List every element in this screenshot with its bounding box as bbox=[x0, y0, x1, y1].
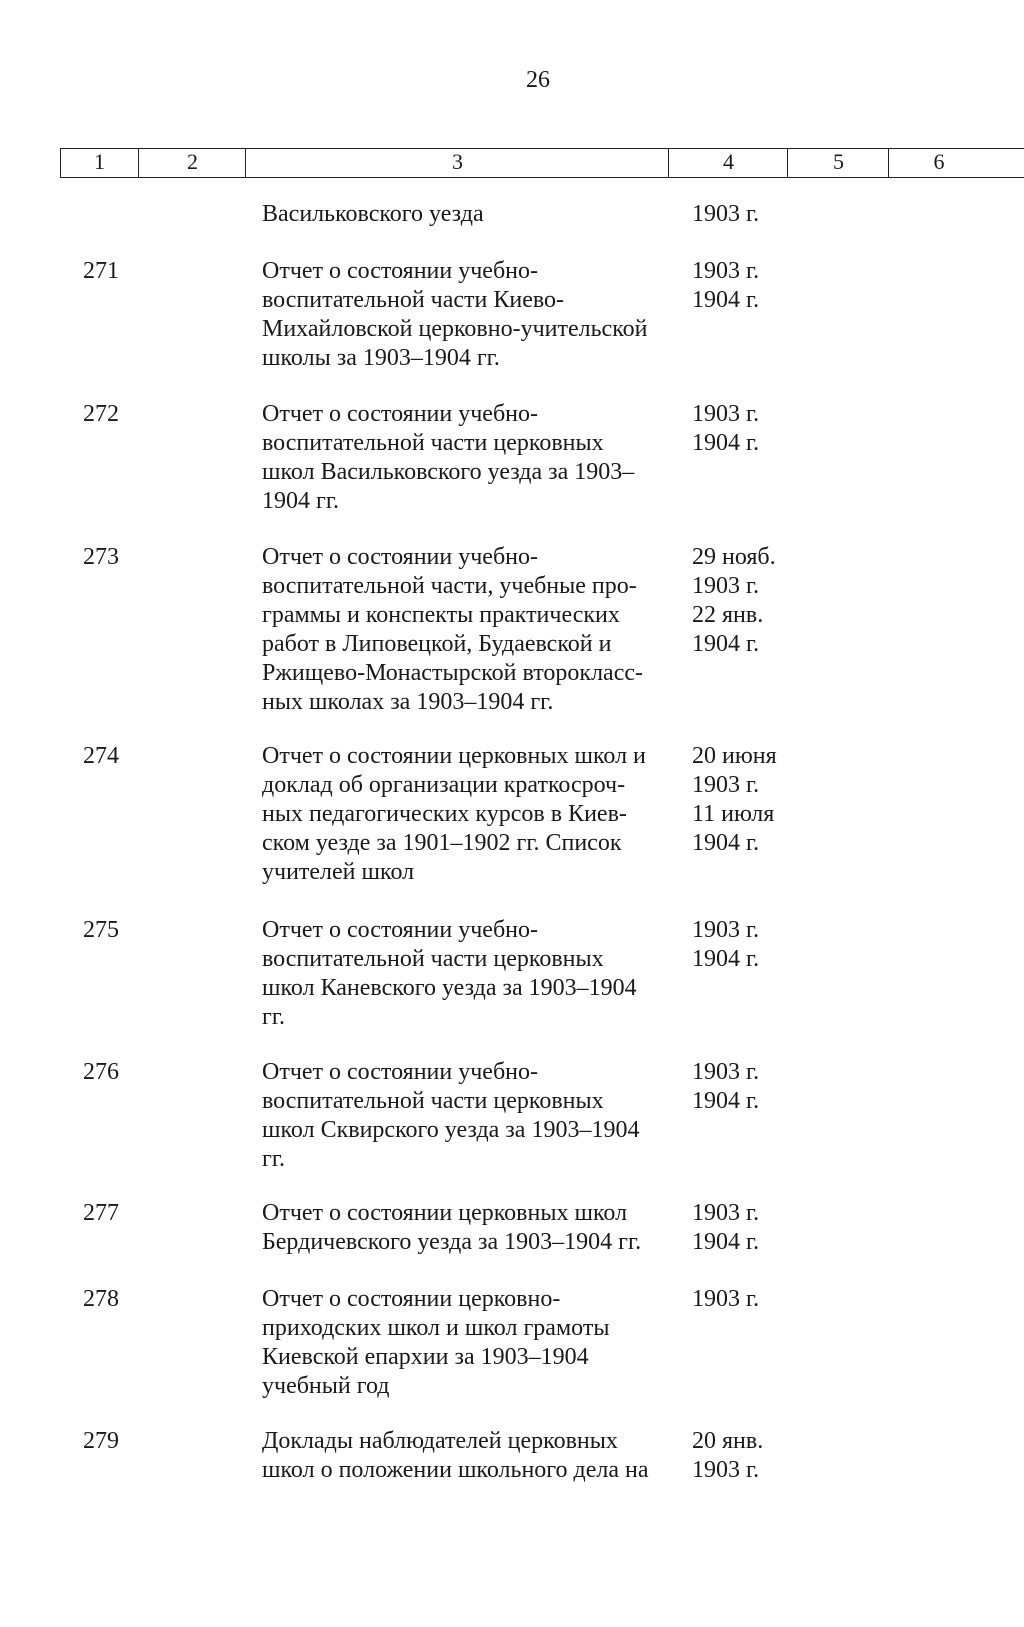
header-col-4: 4 bbox=[668, 149, 788, 177]
row-title: Отчет о состоянии учебно- воспитательной части, учебные про- граммы и конспекты практических работ в Липовецкой, Будаевской и Ржищево-Монастырской второкласс- ных школах за 1903–1904 гг. bbox=[262, 544, 643, 715]
row-date: 29 нояб. 1903 г. 22 янв. 1904 г. bbox=[692, 544, 776, 657]
row-number: 271 bbox=[83, 258, 119, 284]
row-date: 20 июня 1903 г. 11 июля 1904 г. bbox=[692, 743, 777, 856]
header-col-5: 5 bbox=[787, 149, 889, 177]
row-title: Отчет о состоянии учебно- воспитательной части церковных школ Васильковского уезда за 1903– 1904 гг. bbox=[262, 401, 635, 514]
row-title: Отчет о состоянии учебно- воспитательной части Киево- Михайловской церковно-учительской школы за 1903–1904 гг. bbox=[262, 258, 648, 371]
table-header-row bbox=[60, 148, 1024, 178]
row-title: Отчет о состоянии церковных школ и доклад об организации краткосроч- ных педагогических курсов в Киев- ском уезде за 1901–1902 гг. Список учителей школ bbox=[262, 743, 646, 885]
header-col-6: 6 bbox=[888, 149, 989, 177]
header-col-1: 1 bbox=[94, 149, 105, 174]
row-title: Васильковского уезда bbox=[262, 201, 484, 227]
row-title: Отчет о состоянии учебно- воспитательной части церковных школ Сквирского уезда за 1903–1904 гг. bbox=[262, 1059, 640, 1172]
header-col-3: 3 bbox=[245, 149, 669, 177]
row-title: Доклады наблюдателей церковных школ о положении школьного дела на bbox=[262, 1428, 649, 1483]
row-title: Отчет о состоянии церковно- приходских школ и школ грамоты Киевской епархии за 1903–1904 учебный год bbox=[262, 1286, 610, 1399]
row-date: 1903 г. 1904 г. bbox=[692, 401, 760, 456]
row-date: 20 янв. 1903 г. bbox=[692, 1428, 764, 1483]
row-number: 275 bbox=[83, 917, 119, 943]
row-number: 279 bbox=[83, 1428, 119, 1454]
row-number: 277 bbox=[83, 1200, 119, 1226]
row-number: 278 bbox=[83, 1286, 119, 1312]
row-number: 272 bbox=[83, 401, 119, 427]
row-date: 1903 г. 1904 г. bbox=[692, 258, 760, 313]
row-title: Отчет о состоянии учебно- воспитательной части церковных школ Каневского уезда за 1903–1904 гг. bbox=[262, 917, 637, 1030]
row-number: 274 bbox=[83, 743, 119, 769]
row-date: 1903 г. bbox=[692, 201, 760, 227]
row-number: 276 bbox=[83, 1059, 119, 1085]
row-date: 1903 г. bbox=[692, 1286, 760, 1312]
row-date: 1903 г. 1904 г. bbox=[692, 917, 760, 972]
row-date: 1903 г. 1904 г. bbox=[692, 1200, 760, 1255]
page-number: 26 bbox=[526, 67, 550, 93]
header-col-2: 2 bbox=[138, 149, 246, 177]
row-number: 273 bbox=[83, 544, 119, 570]
row-title: Отчет о состоянии церковных школ Бердичевского уезда за 1903–1904 гг. bbox=[262, 1200, 642, 1255]
row-date: 1903 г. 1904 г. bbox=[692, 1059, 760, 1114]
